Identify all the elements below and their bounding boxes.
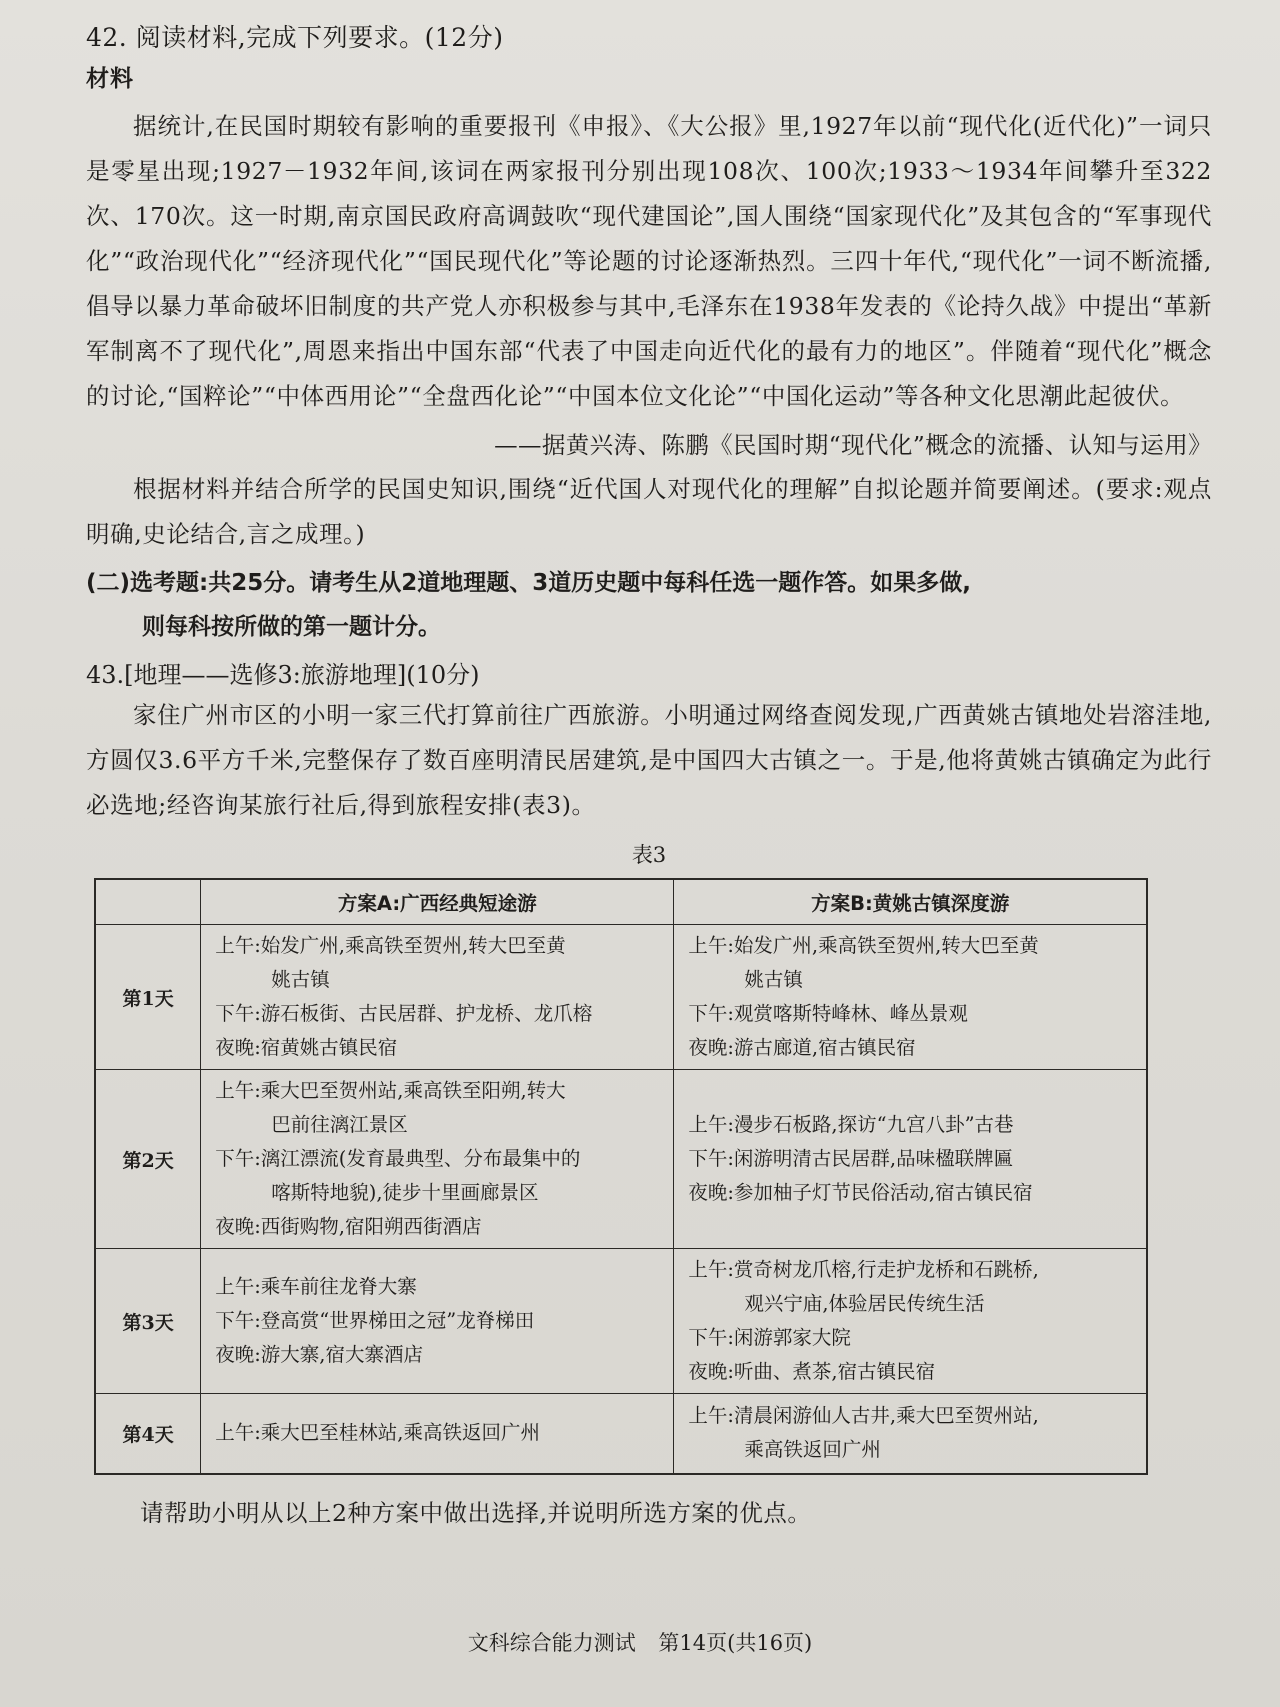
plan-b-cell <box>674 925 1147 1070</box>
table-row <box>95 1394 1147 1474</box>
material-paragraph: 据统计,在民国时期较有影响的重要报刊《申报》、《大公报》里,1927年以前“现代化(近代化)”一词只是零星出现;1927－1932年间,该词在两家报刊分别出现108次、100次;1933～1934年间攀升至322次、170次。这一时期,南京国民政府高调鼓吹“现代建国论”,国人围绕“国家现代化”及其包含的“军事现代化”“政治现代化”“经济现代化”“国民现代化”等论题的讨论逐渐热烈。三四十年代,“现代化”一词不断流播,倡导以暴力革命破坏旧制度的共产党人亦积极参与其中,毛泽东在1938年发表的《论持久战》中提出“革新军制离不了现代化”,周恩来指出中国东部“代表了中国走向近代化的最有力的地区”。伴随着“现代化”概念的讨论,“国粹论”“中体西用论”“全盘西化论”“中国本位文化论”“中国化运动”等各种文化思潮此起彼伏。 <box>86 112 1212 410</box>
plan-b-cell <box>674 1394 1147 1474</box>
plan-entry: 上午:乘大巴至桂林站,乘高铁返回广州 <box>215 1421 540 1445</box>
elective-section-line-2: 则每科按所做的第一题计分。 <box>142 614 441 640</box>
table-header-day <box>95 879 201 925</box>
table-row <box>95 925 1147 1070</box>
plan-entry: 上午:始发广州,乘高铁至贺州,转大巴至黄 <box>215 934 566 957</box>
table-header-plan-a: 方案A:广西经典短途游 <box>201 879 674 925</box>
plan-entry: 夜晚:宿黄姚古镇民宿 <box>215 1036 398 1059</box>
plan-entry: 下午:游石板街、古民居群、护龙桥、龙爪榕 <box>215 1002 593 1025</box>
footer-page-number: 第14页(共16页) <box>658 1631 813 1655</box>
question-43-title: 43.[地理——选修3:旅游地理](10分) <box>86 661 480 689</box>
question-43-paragraph: 家住广州市区的小明一家三代打算前往广西旅游。小明通过网络查阅发现,广西黄姚古镇地处岩溶洼地,方圆仅3.6平方千米,完整保存了数百座明清民居建筑,是中国四大古镇之一。于是,他将黄姚古镇确定为此行必选地;经咨询某旅行社后,得到旅程安排(表3)。 <box>86 701 1212 819</box>
question-42-title: 42. 阅读材料,完成下列要求。(12分) <box>86 23 504 52</box>
table-header-row <box>95 879 1147 925</box>
plan-a-cell <box>201 1249 674 1394</box>
plan-entry: 下午:漓江漂流(发育最典型、分布最集中的 <box>215 1147 581 1170</box>
table-header-plan-b: 方案B:黄姚古镇深度游 <box>674 879 1147 925</box>
plan-a-cell <box>201 1394 674 1474</box>
day-label: 第2天 <box>95 1070 201 1249</box>
plan-entry: 姚古镇 <box>271 968 330 991</box>
question-43-closing: 请帮助小明从以上2种方案中做出选择,并说明所选方案的优点。 <box>140 1498 812 1527</box>
plan-b-cell <box>674 1070 1147 1249</box>
plan-entry: 上午:乘大巴至贺州站,乘高铁至阳朔,转大 <box>215 1079 566 1102</box>
page-footer <box>0 1628 1280 1658</box>
elective-section-line-1: (二)选考题:共25分。请考生从2道地理题、3道历史题中每科任选一题作答。如果多做, <box>86 570 971 596</box>
plan-entry: 喀斯特地貌),徒步十里画廊景区 <box>271 1181 539 1204</box>
plan-entry: 上午:赏奇树龙爪榕,行走护龙桥和石跳桥, <box>688 1258 1039 1281</box>
question-42-requirement: 根据材料并结合所学的民国史知识,围绕“近代国人对现代化的理解”自拟论题并简要阐述。(要求:观点明确,史论结合,言之成理。) <box>86 475 1212 548</box>
plan-a-cell <box>201 925 674 1070</box>
elective-section-heading <box>86 561 1212 649</box>
plan-entry: 夜晚:西街购物,宿阳朔西街酒店 <box>215 1215 482 1238</box>
plan-a-cell <box>201 1070 674 1249</box>
plan-entry: 上午:漫步石板路,探访“九宫八卦”古巷 <box>688 1113 1014 1136</box>
itinerary-table <box>94 878 1148 1475</box>
plan-entry: 下午:闲游郭家大院 <box>688 1326 851 1349</box>
material-label: 材料 <box>86 65 134 92</box>
footer-exam-name: 文科综合能力测试 <box>467 1631 636 1655</box>
plan-entry: 上午:乘车前往龙脊大寨 <box>215 1275 417 1298</box>
table-caption: 表3 <box>631 843 667 867</box>
day-label: 第3天 <box>95 1249 201 1394</box>
day-label: 第1天 <box>95 925 201 1070</box>
day-label: 第4天 <box>95 1394 201 1474</box>
plan-entry: 巴前往漓江景区 <box>271 1113 408 1136</box>
table-row <box>95 1070 1147 1249</box>
plan-entry: 上午:始发广州,乘高铁至贺州,转大巴至黄 <box>688 934 1039 957</box>
plan-entry: 上午:清晨闲游仙人古井,乘大巴至贺州站, <box>688 1404 1039 1428</box>
plan-entry: 夜晚:参加柚子灯节民俗活动,宿古镇民宿 <box>688 1181 1033 1204</box>
plan-entry: 夜晚:游大寨,宿大寨酒店 <box>215 1343 423 1366</box>
plan-entry: 姚古镇 <box>744 968 803 991</box>
plan-entry: 乘高铁返回广州 <box>744 1438 881 1462</box>
material-source: ——据黄兴涛、陈鹏《民国时期“现代化”概念的流播、认知与运用》 <box>494 431 1212 459</box>
plan-entry: 夜晚:听曲、煮茶,宿古镇民宿 <box>688 1360 936 1383</box>
plan-entry: 下午:登高赏“世界梯田之冠”龙脊梯田 <box>215 1309 535 1332</box>
plan-entry: 夜晚:游古廊道,宿古镇民宿 <box>688 1036 916 1059</box>
plan-entry: 下午:观赏喀斯特峰林、峰丛景观 <box>688 1002 968 1025</box>
table-row <box>95 1249 1147 1394</box>
plan-b-cell <box>674 1249 1147 1394</box>
plan-entry: 下午:闲游明清古民居群,品味楹联牌匾 <box>688 1147 1014 1170</box>
plan-entry: 观兴宁庙,体验居民传统生活 <box>744 1292 985 1315</box>
